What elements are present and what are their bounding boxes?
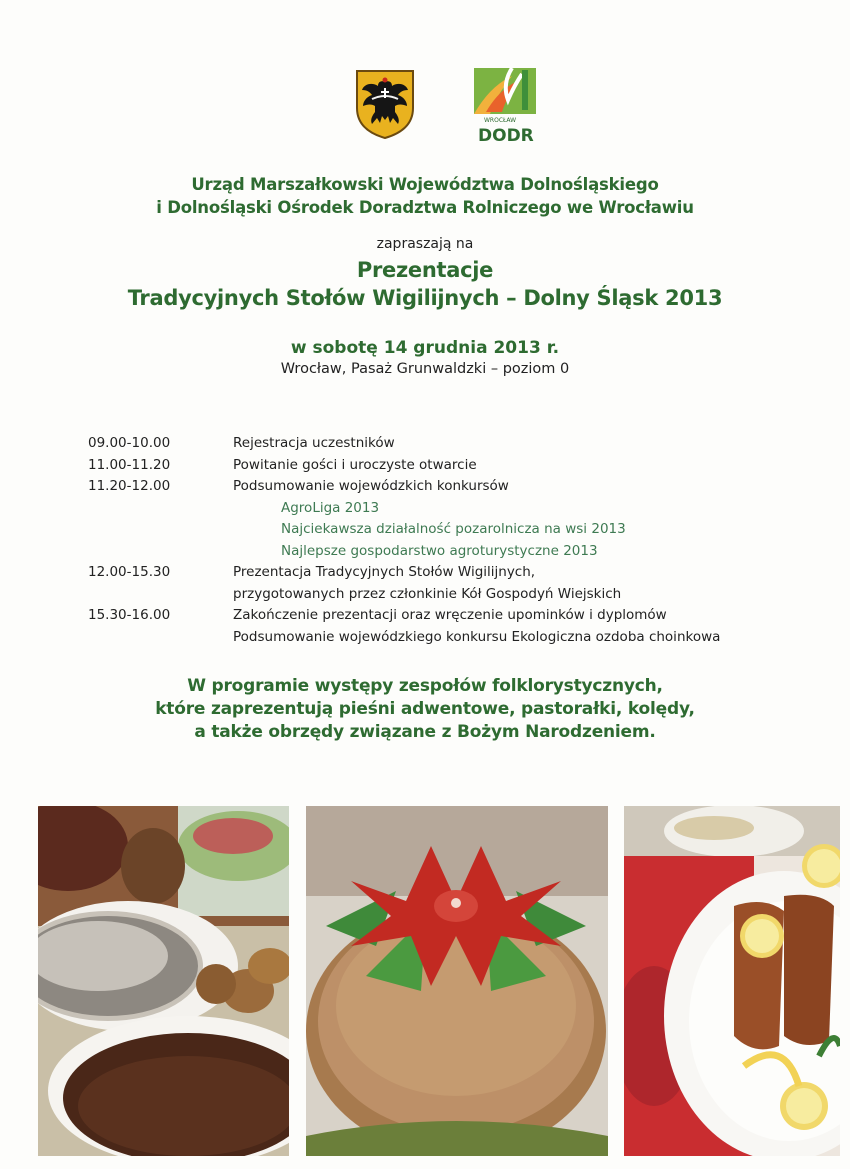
schedule-subitem <box>88 498 808 520</box>
photo-decorated-bread <box>306 806 608 1156</box>
dodr-small-text: WROCŁAW <box>484 117 517 124</box>
event-title <box>0 256 850 312</box>
schedule-desc: Prezentacja Tradycyjnych Stołów Wigilijnych, <box>233 564 536 580</box>
schedule-time: 11.20-12.00 <box>88 478 171 494</box>
photo-poppy-noodles <box>38 806 289 1156</box>
schedule-desc: Podsumowanie wojewódzkiego konkursu Ekologiczna ozdoba choinkowa <box>233 628 721 645</box>
event-title-line-1: Prezentacje <box>356 258 494 282</box>
coat-of-arms-icon <box>354 68 416 140</box>
schedule-row <box>88 562 808 584</box>
contest-name: Najlepsze gospodarstwo agroturystyczne 2013 <box>281 542 598 559</box>
schedule-row-continued <box>88 627 808 649</box>
schedule-desc: Podsumowanie wojewódzkich konkursów <box>233 478 509 494</box>
schedule-subitem <box>88 519 808 541</box>
dodr-logo <box>470 66 540 146</box>
schedule-desc: Zakończenie prezentacji oraz wręczenie upominków i dyplomów <box>233 607 667 623</box>
schedule-time: 15.30-16.00 <box>88 607 171 623</box>
contest-name: Najciekawsza działalność pozarolnicza na wsi 2013 <box>281 521 626 537</box>
program-line-3: a także obrzędy związane z Bożym Narodzeniem. <box>194 722 656 742</box>
schedule <box>88 433 808 648</box>
program-line-1: W programie występy zespołów folklorystycznych, <box>187 676 663 696</box>
logo-bar <box>0 66 850 146</box>
invite-text: zapraszają na <box>376 236 474 252</box>
schedule-subitem <box>88 541 808 563</box>
schedule-time: 12.00-15.30 <box>88 564 171 580</box>
schedule-row <box>88 476 808 498</box>
photo-strip <box>38 806 840 1156</box>
schedule-row <box>88 455 808 477</box>
schedule-time: 11.00-11.20 <box>88 456 171 473</box>
organizers-line-2: i Dolnośląski Ośrodek Doradztwa Rolniczego we Wrocławiu <box>156 198 694 217</box>
event-date: w sobotę 14 grudnia 2013 r. <box>290 338 560 358</box>
program-line-2: które zaprezentują pieśni adwentowe, pastorałki, kolędy, <box>155 699 695 719</box>
event-title-line-2: Tradycyjnych Stołów Wigilijnych – Dolny Śląsk 2013 <box>127 286 723 310</box>
schedule-desc: przygotowanych przez członkinie Kół Gospodyń Wiejskich <box>233 585 622 602</box>
event-place: Wrocław, Pasaż Grunwaldzki – poziom 0 <box>280 361 570 377</box>
schedule-desc: Powitanie gości i uroczyste otwarcie <box>233 456 477 473</box>
program-note <box>0 675 850 744</box>
schedule-row-continued <box>88 584 808 606</box>
schedule-row <box>88 605 808 627</box>
organizers-heading <box>0 173 850 219</box>
schedule-row <box>88 433 808 455</box>
organizers-line-1: Urząd Marszałkowski Województwa Dolnośląskiego <box>191 175 659 194</box>
dodr-text: DODR <box>478 126 534 146</box>
photo-fried-fish <box>624 806 840 1156</box>
contest-name: AgroLiga 2013 <box>281 499 380 516</box>
schedule-desc: Rejestracja uczestników <box>233 435 395 451</box>
schedule-time: 09.00-10.00 <box>88 435 171 451</box>
